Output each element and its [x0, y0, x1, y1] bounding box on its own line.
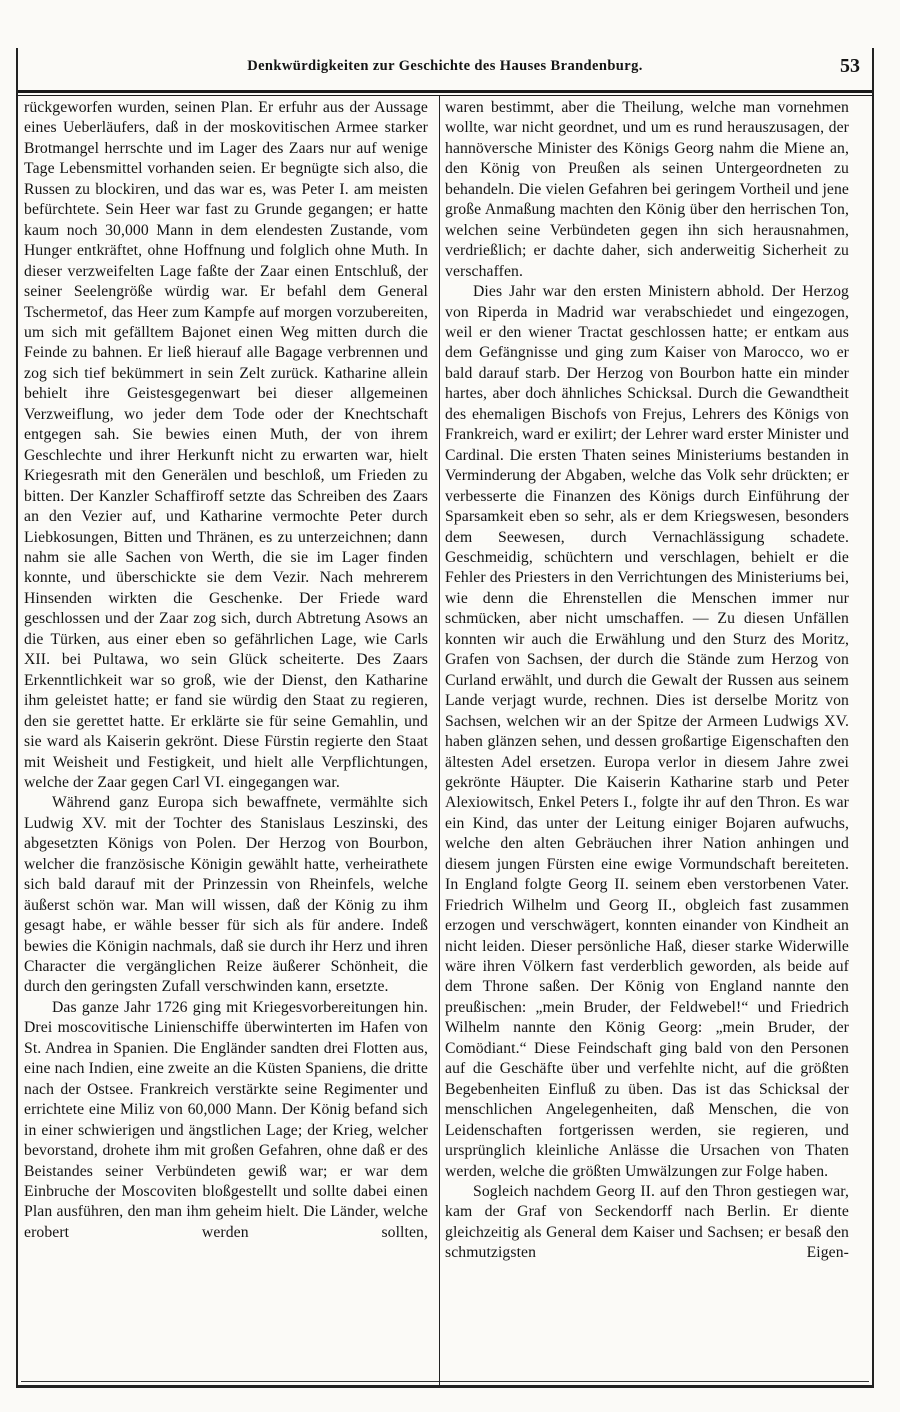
- right-column: [445, 98, 849, 1378]
- right-paragraph-3: Sogleich nachdem Georg II. auf den Thron gestiegen war, kam der Graf von Seckendorff nach Berlin. Er diente gleichzeitig als General dem Kaiser und Sachsen; er besaß den schmutzigsten Eigen-: [445, 1183, 849, 1262]
- left-paragraph-2: Während ganz Europa sich bewaffnete, vermählte sich Ludwig XV. mit der Tochter des Stanislaus Leszinski, des abgesetzten Königs von Polen. Der Herzog von Bourbon, welcher die französische Königin gewählt hatte, verheirathete sich bald darauf mit der Prinzessin von Rheinfels, welche äußerst schön war. Man will wissen, daß der König zu ihm gesagt habe, er wähle besser für sich als für andere. Indeß bewies die Königin nachmals, daß sie durch ihr Herz und ihren Character die vergänglichen Reize äußerer Schönheit, die durch den geringsten Zufall verschwinden kann, ersetzte.: [24, 794, 428, 996]
- left-paragraph-1: rückgeworfen wurden, seinen Plan. Er erfuhr aus der Aussage eines Ueberläufers, daß in der moskovitischen Armee starker Brotmangel herrschte und im Lager des Zaars nur auf wenige Tage Lebensmittel vorhanden seien. Er begnügte sich also, die Russen zu blockiren, und das war es, was Peter I. am meisten befürchtete. Sein Heer war fast zu Grunde gegangen; er hatte kaum noch 30,000 Mann in dem elendesten Zustande, vom Hunger entkräftet, ohne Hoffnung und folglich ohne Muth. In dieser verzweifelten Lage faßte der Zaar einen Entschluß, der seiner Seelengröße würdig war. Er befahl dem General Tschermetof, das Heer zum Kampfe auf morgen vorzubereiten, um sich mit gefälltem Bajonet einen Weg mitten durch die Feinde zu bahnen. Er ließ hierauf alle Bagage verbrennen und zog sich tief bekümmert in sein Zelt zurück. Katharine allein behielt ihre Geistesgegenwart bei dieser allgemeinen Verzweiflung, wo jeder dem Tode oder der Knechtschaft entgegen sah. Sie bewies einen Muth, der von ihrem Geschlechte und ihrer Herkunft nicht zu erwarten war, hielt Kriegesrath mit den Generälen und beschloß, um Frieden zu bitten. Der Kanzler Schaffiroff setzte das Schreiben des Zaars an den Vezier auf, und Katharine vermochte Peter durch Liebkosungen, Bitten und Thränen, es zu unterzeichnen; dann nahm sie alle Sachen von Werth, die sie im Lager finden konnte, und überschickte sie dem Vezir. Nach mehrerem Hinsenden wirkten die Geschenke. Der Friede ward geschlossen und der Zaar zog sich, durch Abtretung Asows an die Türken, aus einer eben so gefährlichen Lage, wie Carls XII. bei Pultawa, wo sein Glück scheiterte. Des Zaars Erkenntlichkeit war so groß, wie der Dienst, den Katharine ihm geleistet hatte; er fand sie würdig den Staat zu regieren, den sie gerettet hatte. Er erklärte sie für seine Gemahlin, und sie ward als Kaiserin gekrönt. Diese Fürstin regierte den Staat mit Weisheit und Festigkeit, und hielt alle Verpflichtungen, welche der Zaar gegen Carl VI. eingegangen war.: [24, 99, 428, 791]
- header-rule-thin: [18, 95, 872, 96]
- right-paragraph-2: Dies Jahr war den ersten Ministern abhold. Der Herzog von Riperda in Madrid war verabschiedet und eingezogen, weil er den wiener Tractat geschlossen hatte; er entkam aus dem Gefängnisse und ging zum Kaiser von Marocco, wo er bald darauf starb. Der Herzog von Bourbon hatte ein minder hartes, aber doch ähnliches Schicksal. Durch die Gewandtheit des ehemaligen Bischofs von Frejus, Lehrers des Königs von Frankreich, ward er exilirt; der Lehrer ward erster Minister und Cardinal. Die ersten Thaten seines Ministeriums bestanden in Verminderung der Abgaben, welche das Volk sehr drückten; er verbesserte die Finanzen des Königs durch Einführung der Sparsamkeit eben so sehr, als er dem Kriegswesen, besonders dem Seewesen, durch Vernachlässigung schadete. Geschmeidig, schüchtern und verschlagen, behielt er die Fehler des Priesters in den Verrichtungen des Ministeriums bei, wie denn die Ehrenstellen die Menschen immer nur schmücken, aber nicht umschaffen. — Zu diesen Unfällen konnten wir auch die Erwählung und den Sturz des Moritz, Grafen von Sachsen, der durch die Stände zum Herzog von Curland erwählt, und durch die Gewalt der Russen aus seinem Lande verjagt wurde, rechnen. Dies ist derselbe Moritz von Sachsen, welchen wir an der Spitze der Armeen Ludwigs XV. haben glänzen sehen, und dessen großartige Eigenschaften den ältesten Adel ersetzen. Europa verlor in diesem Jahre zwei gekrönte Häupter. Die Kaiserin Katharine starb und Peter Alexiowitsch, Enkel Peters I., folgte ihr auf den Thron. Es war ein Kind, das unter der Leitung einiger Bojaren aufwuchs, welche den alten Gebräuchen ihrer Nation anhingen und diesem jungen Fürsten eine ewige Vormundschaft bereiteten. In England folgte Georg II. seinem eben verstorbenen Vater. Friedrich Wilhelm und Georg II., obgleich fast zusammen erzogen und verschwägert, konnten einander von Kindheit an nicht leiden. Dieser persönliche Haß, dieser starke Widerwille wäre ihren Völkern fast verderblich geworden, als beide auf dem Throne saßen. Der König von England nannte den preußischen: „mein Bruder, der Feldwebel!“ und Friedrich Wilhelm nannte den König Georg: „mein Bruder, der Comödiant.“ Diese Feindschaft ging bald von den Personen auf die Geschäfte über und verfehlte nicht, auf die größten Begebenheiten Einfluß zu üben. Das ist das Schicksal der menschlichen Angelegenheiten, daß Menschen, die von Leidenschaften fortgerissen werden, sie regieren, und ursprünglich kleinliche Anlässe die Ursachen von Thaten werden, welche die größten Umwälzungen zur Folge haben.: [445, 283, 849, 1180]
- column-divider: [439, 96, 440, 1386]
- running-head: Denkwürdigkeiten zur Geschichte des Hauses Brandenburg.: [247, 58, 643, 74]
- left-column: [24, 98, 428, 1378]
- right-paragraph-1: waren bestimmt, aber die Theilung, welche man vornehmen wollte, war nicht geordnet, und um es rund herauszusagen, der hannöversche Minister des Königs Georg nahm die Miene an, den König von Preußen als seinen Untergeordneten zu behandeln. Die vielen Gefahren bei geringem Vortheil und jene große Anmaßung machten den König über den herrischen Ton, welchen seine Verbündeten gegen ihn sich herausnahmen, verdrießlich; er dachte daher, sich anderweitig Sicherheit zu verschaffen.: [445, 99, 849, 280]
- left-paragraph-3: Das ganze Jahr 1726 ging mit Kriegesvorbereitungen hin. Drei moscovitische Linienschiffe überwinterten im Hafen von St. Andrea in Spanien. Die Engländer sandten drei Flotten aus, eine nach Indien, eine zweite an die Küsten Spaniens, die dritte nach der Ostsee. Frankreich verstärkte seine Regimenter und errichtete eine Miliz von 60,000 Mann. Der König befand sich in einer schwierigen und ängstlichen Lage; der Krieg, welcher bevorstand, drohete ihm mit großen Gefahren, ohne daß er des Beistandes seiner Verbündeten gewiß war; er war dem Einbruche der Moscoviten bloßgestellt und sollte dabei einen Plan ausführen, den man ihm geheim hielt. Die Länder, welche erobert werden sollten,: [24, 998, 428, 1241]
- page-number: 53: [840, 55, 860, 77]
- header-rule: [18, 90, 872, 93]
